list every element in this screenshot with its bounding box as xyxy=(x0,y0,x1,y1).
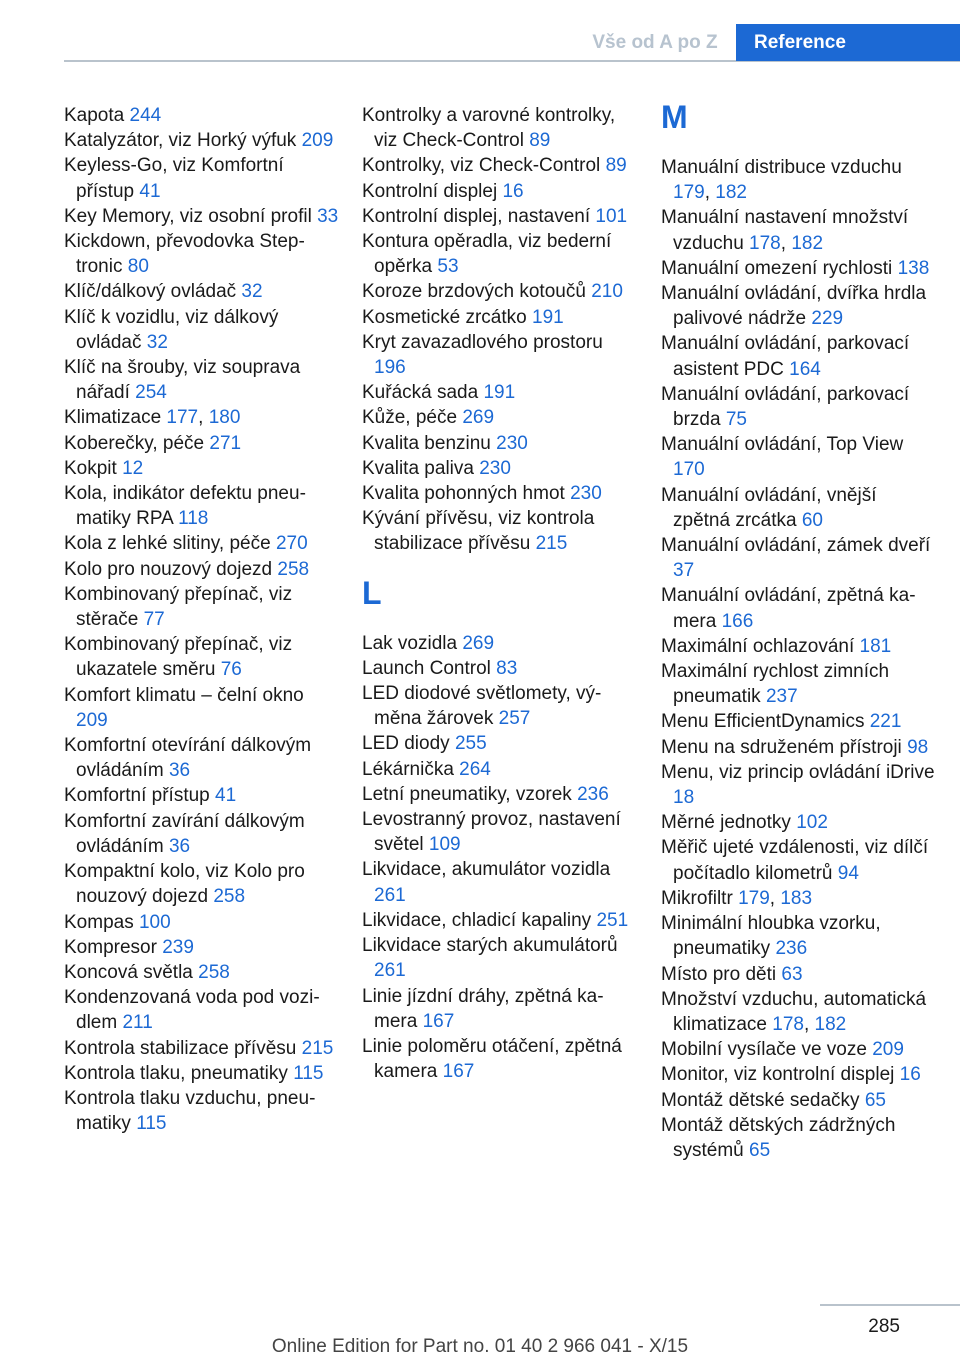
page-ref-link[interactable]: 221 xyxy=(869,711,902,733)
index-term: Místo pro děti xyxy=(661,963,782,985)
page-ref-link[interactable]: 138 xyxy=(897,257,930,279)
index-term: Koncová světla xyxy=(64,961,199,983)
index-term: Lak vozidla xyxy=(362,632,463,654)
page-ref-link[interactable]: 177 xyxy=(166,407,199,429)
page-ref-link[interactable]: 209 xyxy=(301,130,334,152)
page-ref-link[interactable]: 182 xyxy=(791,232,824,254)
index-term: Kompresor xyxy=(64,936,163,958)
page-ref-separator: , xyxy=(769,887,781,909)
page-ref-link[interactable]: 53 xyxy=(437,256,459,278)
index-term: Komfortní přístup xyxy=(64,785,216,807)
index-entry xyxy=(64,204,340,229)
index-term: Kontrolní displej xyxy=(362,180,503,202)
page-ref-link[interactable]: 98 xyxy=(907,736,929,758)
page-ref-link[interactable]: 270 xyxy=(275,533,308,555)
page-ref-link[interactable]: 80 xyxy=(127,256,149,278)
index-term: Manuální ovládání, parkovací brzda xyxy=(661,383,910,431)
page-ref-link[interactable]: 230 xyxy=(496,432,528,454)
index-term: Kontrolky a varovné kontrolky, viz Check-Control xyxy=(362,105,616,152)
index-term: Klíč na šrouby, viz souprava nářadí xyxy=(64,357,301,404)
index-entry xyxy=(661,1113,937,1163)
index-entry xyxy=(362,656,638,681)
index-entry xyxy=(362,731,638,756)
page-ref-link[interactable]: 75 xyxy=(725,409,747,431)
index-entry xyxy=(362,229,638,279)
index-term: Kontrolky, viz Check-Control xyxy=(362,155,606,177)
index-term: Likvidace, akumulátor vozidla xyxy=(362,859,611,881)
index-entry xyxy=(661,962,937,987)
page-ref-link[interactable]: 179 xyxy=(673,182,705,204)
index-entry xyxy=(64,456,340,481)
index-entry xyxy=(64,531,340,556)
index-entry xyxy=(661,835,937,885)
index-entry xyxy=(64,582,340,632)
index-entry xyxy=(64,960,340,985)
index-entry xyxy=(661,1062,937,1087)
page-ref-link[interactable]: 94 xyxy=(837,862,859,884)
page-ref-link[interactable]: 65 xyxy=(864,1089,886,1111)
index-entry xyxy=(362,153,638,178)
index-entry xyxy=(362,204,638,229)
index-term: Likvidace, chladicí kapaliny xyxy=(362,909,597,931)
index-entry xyxy=(661,483,937,533)
index-entry xyxy=(661,659,937,709)
page-ref-link[interactable]: 230 xyxy=(570,483,602,505)
index-term: Komfort klimatu – čelní okno xyxy=(64,684,304,706)
index-entry xyxy=(64,733,340,783)
page-ref-link[interactable]: 211 xyxy=(122,1012,153,1034)
index-entry xyxy=(64,935,340,960)
index-term: Montáž dětských zádržných systémů xyxy=(661,1114,896,1161)
index-entry xyxy=(362,179,638,204)
index-term: Manuální ovládání, zpětná kamera xyxy=(661,585,916,632)
index-term: Měřič ujeté vzdálenosti, viz dílčí počítadlo kilometrů xyxy=(661,837,929,884)
index-term: Menu EfficientDynamics xyxy=(661,711,870,733)
index-entry xyxy=(64,1061,340,1086)
index-term: Linie jízdní dráhy, zpětná kamera xyxy=(362,985,604,1032)
index-term: Maximální rychlost zimních pneumatik xyxy=(661,661,890,708)
index-entry xyxy=(362,431,638,456)
index-column-2 xyxy=(362,103,638,1084)
page-ref-link[interactable]: 209 xyxy=(872,1039,904,1061)
index-entry xyxy=(64,783,340,808)
page-ref-link[interactable]: 18 xyxy=(673,787,695,809)
page-ref-separator: , xyxy=(803,1013,815,1035)
index-entry xyxy=(661,432,937,482)
page-ref-link[interactable]: 32 xyxy=(241,281,263,303)
page-ref-link[interactable]: 237 xyxy=(765,686,798,708)
index-entry xyxy=(661,1088,937,1113)
page-ref-link[interactable]: 196 xyxy=(374,357,406,379)
index-term: Mikrofiltr xyxy=(661,887,739,909)
index-entry xyxy=(64,128,340,153)
index-term: Klíč/dálkový ovládač xyxy=(64,281,242,303)
page-ref-link[interactable]: 89 xyxy=(605,155,627,177)
index-term: Kombinovaný přepínač, viz ukazatele směru xyxy=(64,634,293,681)
index-entry xyxy=(64,229,340,279)
index-term: Kolo pro nouzový dojezd xyxy=(64,558,278,580)
index-entry xyxy=(64,809,340,859)
page-ref-link[interactable]: 258 xyxy=(213,886,246,908)
index-entry xyxy=(64,1036,340,1061)
page-ref-link[interactable]: 269 xyxy=(462,407,495,429)
index-term: Levostranný provoz, nastavení světel xyxy=(362,809,621,856)
page-ref-link[interactable]: 239 xyxy=(162,936,194,958)
index-entry xyxy=(661,382,937,432)
page-ref-link[interactable]: 16 xyxy=(899,1064,921,1086)
index-term: Kontrola tlaku, pneumatiky xyxy=(64,1062,294,1084)
index-entry xyxy=(661,760,937,810)
index-entry xyxy=(362,506,638,556)
index-entry xyxy=(64,632,340,682)
index-term: Kvalita pohonných hmot xyxy=(362,483,571,505)
page-ref-link[interactable]: 182 xyxy=(715,182,747,204)
page-ref-link[interactable]: 164 xyxy=(789,358,821,380)
index-entry xyxy=(64,405,340,430)
index-term: Kickdown, převodovka Steptronic xyxy=(64,231,305,278)
index-entry xyxy=(661,735,937,760)
index-entry xyxy=(362,681,638,731)
index-entry xyxy=(661,155,937,205)
index-term: Manuální ovládání, Top View xyxy=(661,434,904,456)
index-entry xyxy=(661,331,937,381)
page-ref-link[interactable]: 33 xyxy=(317,205,339,227)
index-term: Likvidace starých akumulátorů xyxy=(362,935,618,957)
index-term: Montáž dětské sedačky xyxy=(661,1089,865,1111)
page-ref-link[interactable]: 89 xyxy=(529,130,551,152)
page-ref-link[interactable]: 229 xyxy=(811,308,844,330)
index-term: Key Memory, viz osobní profil xyxy=(64,205,318,227)
index-term: Minimální hloubka vzorku, pneumatiky xyxy=(661,913,881,960)
index-entry xyxy=(362,807,638,857)
page-ref-separator: , xyxy=(704,182,716,204)
index-column-3 xyxy=(661,99,937,1163)
index-term: Kokpit xyxy=(64,457,123,479)
index-entry xyxy=(64,1086,340,1136)
index-entry xyxy=(64,481,340,531)
page-ref-link[interactable]: 60 xyxy=(801,509,823,531)
page-ref-link[interactable]: 83 xyxy=(496,657,518,679)
index-entry xyxy=(661,634,937,659)
index-letter-heading: M xyxy=(661,99,688,135)
page-ref-link[interactable]: 209 xyxy=(76,709,108,731)
index-term: LED diodové světlomety, výměna žárovek xyxy=(362,683,602,730)
page-ref-link[interactable]: 16 xyxy=(502,180,524,202)
index-entry xyxy=(64,153,340,203)
index-term: Manuální omezení rychlosti xyxy=(661,257,898,279)
page-ref-link[interactable]: 210 xyxy=(591,281,623,303)
page-ref-link[interactable]: 12 xyxy=(122,457,144,479)
index-term: Manuální distribuce vzduchu xyxy=(661,157,902,178)
index-entry xyxy=(64,279,340,304)
index-entry xyxy=(362,757,638,782)
page-ref-link[interactable]: 178 xyxy=(772,1013,804,1035)
index-term: Kombinovaný přepínač, viz stěrače xyxy=(64,583,293,631)
page-ref-link[interactable]: 76 xyxy=(220,659,242,681)
index-term: Kontrola tlaku vzduchu, pneumatiky xyxy=(64,1087,316,1135)
page-ref-link[interactable]: 258 xyxy=(277,558,310,580)
index-entry xyxy=(362,279,638,304)
page-ref-link[interactable]: 191 xyxy=(483,382,516,404)
page-ref-link[interactable]: 215 xyxy=(301,1037,334,1059)
index-term: Kosmetické zrcátko xyxy=(362,306,532,328)
page-ref-link[interactable]: 255 xyxy=(454,733,487,755)
index-entry xyxy=(362,908,638,933)
index-term: Letní pneumatiky, vzorek xyxy=(362,783,578,805)
index-entry xyxy=(661,911,937,961)
page-ref-link[interactable]: 41 xyxy=(215,785,237,807)
index-entry xyxy=(64,557,340,582)
footer-rule xyxy=(820,1304,960,1306)
index-term: Menu, viz princip ovládání iDrive xyxy=(661,761,935,783)
index-term: Keyless-Go, viz Komfortní přístup xyxy=(64,155,284,202)
index-entry xyxy=(661,533,937,583)
index-term: Mobilní vysílače ve voze xyxy=(661,1039,873,1061)
page-ref-link[interactable]: 41 xyxy=(139,180,161,202)
index-entry xyxy=(362,933,638,983)
index-entry xyxy=(64,985,340,1035)
page-ref-link[interactable]: 244 xyxy=(129,105,162,126)
index-term: Monitor, viz kontrolní displej xyxy=(661,1064,900,1086)
index-entry xyxy=(64,683,340,733)
page-ref-link[interactable]: 261 xyxy=(374,884,406,906)
index-entry xyxy=(64,910,340,935)
index-entry xyxy=(661,281,937,331)
index-term: Kůže, péče xyxy=(362,407,463,429)
index-term: Klimatizace xyxy=(64,407,167,429)
page-ref-link[interactable]: 166 xyxy=(721,610,754,632)
page-ref-link[interactable]: 102 xyxy=(796,812,828,834)
index-entry xyxy=(64,305,340,355)
index-entry xyxy=(661,886,937,911)
page-ref-link[interactable]: 183 xyxy=(780,887,813,909)
index-entry xyxy=(362,456,638,481)
index-term: Kontrolní displej, nastavení xyxy=(362,205,596,227)
page-ref-link[interactable]: 271 xyxy=(209,432,242,454)
index-entry xyxy=(661,987,937,1037)
index-term: Katalyzátor, viz Horký výfuk xyxy=(64,130,302,152)
page-ref-link[interactable]: 101 xyxy=(595,205,628,227)
page-ref-link[interactable]: 115 xyxy=(293,1062,324,1084)
index-term: Kompas xyxy=(64,911,139,933)
page-ref-link[interactable]: 36 xyxy=(168,835,191,857)
index-entry xyxy=(362,481,638,506)
page-number: 285 xyxy=(868,1316,900,1337)
index-term: Množství vzduchu, automatická klimatizace xyxy=(661,988,927,1035)
index-term: Kývání přívěsu, viz kontrola stabilizace přívěsu xyxy=(362,508,595,555)
page-ref-link[interactable]: 37 xyxy=(673,560,695,582)
header-section-link[interactable]: Vše od A po Z xyxy=(592,32,718,53)
page-ref-link[interactable]: 32 xyxy=(146,331,168,353)
page-ref-separator: , xyxy=(780,232,792,254)
index-entry xyxy=(362,1034,638,1084)
page-ref-link[interactable]: 77 xyxy=(143,609,165,631)
index-letter-heading: L xyxy=(362,574,382,611)
index-entry xyxy=(362,330,638,380)
index-term: Lékárnička xyxy=(362,758,460,780)
index-entry xyxy=(362,405,638,430)
page-ref-separator: , xyxy=(198,407,209,429)
index-term: Linie poloměru otáčení, zpětná kamera xyxy=(362,1035,622,1083)
page-ref-link[interactable]: 170 xyxy=(673,459,705,481)
index-term: Manuální nastavení množství vzduchu xyxy=(661,207,909,254)
index-entry xyxy=(661,1037,937,1062)
index-term: Manuální ovládání, vnější zpětná zrcátka xyxy=(661,484,877,531)
index-term: Kryt zavazadlového prostoru xyxy=(362,331,603,353)
index-entry xyxy=(362,857,638,907)
index-entry xyxy=(661,256,937,281)
index-entry xyxy=(64,103,340,128)
index-entry xyxy=(362,380,638,405)
index-term: Manuální ovládání, parkovací asistent PDC xyxy=(661,333,910,380)
page-ref-link[interactable]: 36 xyxy=(168,760,191,782)
page-ref-link[interactable]: 118 xyxy=(178,508,209,530)
page-ref-link[interactable]: 109 xyxy=(428,834,461,856)
page-ref-link[interactable]: 257 xyxy=(498,708,531,730)
page-ref-link[interactable]: 191 xyxy=(532,306,564,328)
page-ref-link[interactable]: 167 xyxy=(422,1010,455,1032)
page-ref-link[interactable]: 179 xyxy=(738,887,770,909)
index-term: Kontura opěradla, viz bederní opěrka xyxy=(362,231,612,278)
page-ref-link[interactable]: 100 xyxy=(138,911,171,933)
page-ref-link[interactable]: 167 xyxy=(442,1061,475,1083)
page-ref-link[interactable]: 264 xyxy=(459,758,491,780)
index-term: Kola z lehké slitiny, péče xyxy=(64,533,276,555)
index-term: Kola, indikátor defektu pneumatiky RPA xyxy=(64,483,306,530)
page-ref-link[interactable]: 230 xyxy=(479,457,511,479)
index-term: Kompaktní kolo, viz Kolo pro nouzový dojezd xyxy=(64,861,305,908)
index-entry xyxy=(661,709,937,734)
page-ref-link[interactable]: 178 xyxy=(749,232,781,254)
index-term: Maximální ochlazování xyxy=(661,635,860,657)
page-ref-link[interactable]: 182 xyxy=(814,1013,847,1035)
index-entry xyxy=(64,355,340,405)
index-entry xyxy=(661,583,937,633)
index-entry xyxy=(362,305,638,330)
index-term: LED diody xyxy=(362,733,455,755)
index-entry xyxy=(362,103,638,153)
page-ref-link[interactable]: 254 xyxy=(135,382,167,404)
page-ref-link[interactable]: 115 xyxy=(136,1113,167,1135)
index-entry xyxy=(362,631,638,656)
index-column-1 xyxy=(64,103,340,1136)
index-term: Koberečky, péče xyxy=(64,432,210,454)
page-ref-link[interactable]: 236 xyxy=(775,938,808,960)
index-entry xyxy=(661,810,937,835)
index-term: Manuální ovládání, zámek dveří xyxy=(661,535,931,557)
page-ref-link[interactable]: 258 xyxy=(198,961,230,983)
index-entry xyxy=(362,782,638,807)
index-term: Kapota xyxy=(64,105,130,126)
index-entry xyxy=(661,205,937,255)
page-ref-link[interactable]: 181 xyxy=(859,635,892,657)
index-term: Měrné jednotky xyxy=(661,812,797,834)
index-term: Koroze brzdových kotoučů xyxy=(362,281,592,303)
page-ref-link[interactable]: 63 xyxy=(781,963,803,985)
page-ref-link[interactable]: 269 xyxy=(462,632,495,654)
index-entry xyxy=(64,859,340,909)
page-ref-link[interactable]: 180 xyxy=(208,407,241,429)
index-term: Menu na sdruženém přístroji xyxy=(661,736,908,758)
page-ref-link[interactable]: 261 xyxy=(374,960,406,982)
page-ref-link[interactable]: 236 xyxy=(577,783,609,805)
index-term: Kuřácká sada xyxy=(362,382,484,404)
index-term: Komfortní zavírání dálkovým ovládáním xyxy=(64,810,305,857)
index-term: Kvalita benzinu xyxy=(362,432,497,454)
index-term: Manuální ovládání, dvířka hrdla palivové nádrže xyxy=(661,283,927,330)
index-entry xyxy=(64,431,340,456)
index-term: Kondenzovaná voda pod vozidlem xyxy=(64,987,320,1034)
index-term: Klíč k vozidlu, viz dálkový ovládač xyxy=(64,306,279,353)
page-ref-link[interactable]: 215 xyxy=(535,533,568,555)
index-term: Kvalita paliva xyxy=(362,457,480,479)
index-term: Komfortní otevírání dálkovým ovládáním xyxy=(64,735,312,782)
header-tab-reference[interactable]: Reference xyxy=(736,24,960,61)
page-ref-link[interactable]: 65 xyxy=(749,1139,771,1161)
index-term: Launch Control xyxy=(362,657,497,679)
index-entry xyxy=(362,984,638,1034)
footer-edition: Online Edition for Part no. 01 40 2 966 041 - X/15 xyxy=(271,1336,689,1357)
index-term: Kontrola stabilizace přívěsu xyxy=(64,1037,302,1059)
page-ref-link[interactable]: 251 xyxy=(596,909,629,931)
